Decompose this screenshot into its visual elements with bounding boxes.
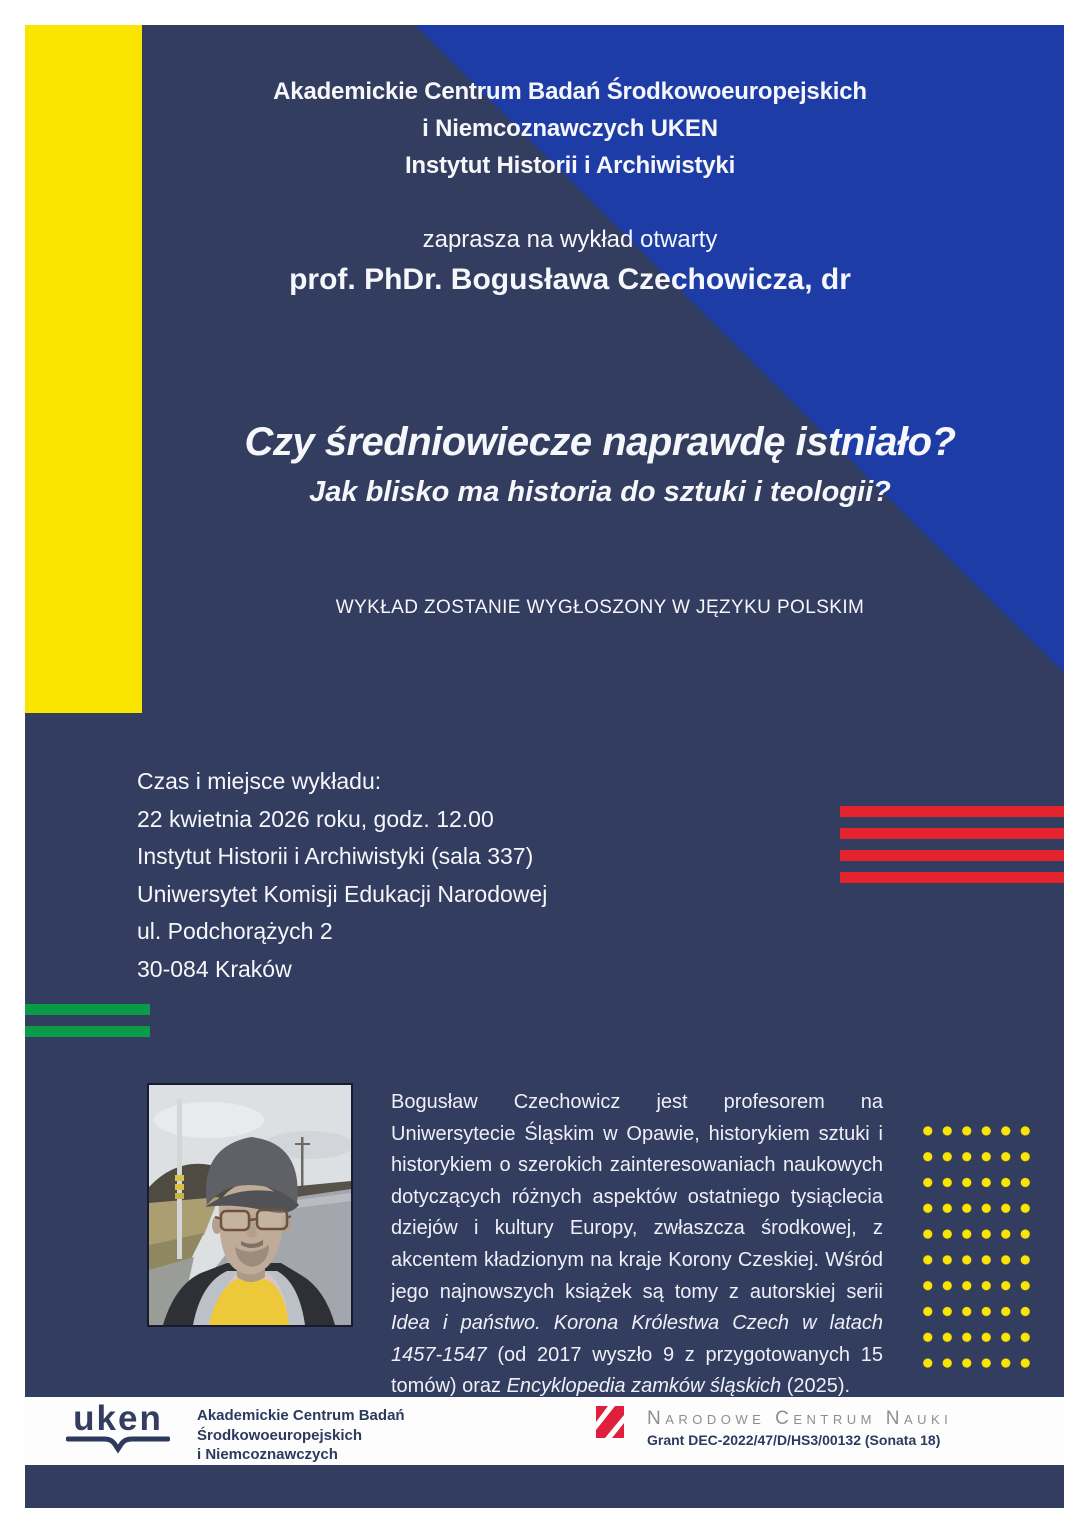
details-line: Instytut Historii i Archiwistyki (sala 337)	[137, 843, 534, 869]
details-line: 30-084 Kraków	[137, 955, 292, 982]
uken-book-icon	[66, 1436, 170, 1454]
details-line: 22 kwietnia 2026 roku, godz. 12.00	[137, 805, 494, 832]
institution-header	[76, 73, 1064, 184]
speaker-name: prof. PhDr. Bogusława Czechowicza, dr	[289, 263, 851, 296]
uken-center-line: i Niemcoznawczych	[197, 1446, 338, 1463]
red-stripes-accent	[840, 806, 1064, 883]
uken-center-line: Akademickie Centrum Badań	[197, 1407, 405, 1424]
uken-center-name	[197, 1406, 427, 1465]
lecture-poster	[25, 25, 1064, 1508]
speaker-photo	[147, 1083, 353, 1327]
details-heading: Czas i miejsce wykładu:	[137, 768, 382, 794]
lecture-subtitle: Jak blisko ma historia do sztuki i teologii?	[309, 476, 891, 508]
green-stripes-accent	[25, 1004, 150, 1037]
ncn-name: Narodowe Centrum Nauki	[647, 1408, 953, 1429]
invitation-block	[76, 221, 1064, 301]
uken-logo-wordmark: uken	[73, 1399, 163, 1438]
institution-line-1: Akademickie Centrum Badań Środkowoeuropejskich	[273, 78, 867, 105]
yellow-dots-pattern	[918, 1118, 1035, 1376]
lecture-details	[137, 763, 737, 988]
ncn-logo	[595, 1406, 625, 1438]
details-line: Uniwersytet Komisji Edukacji Narodowej	[137, 880, 548, 907]
uken-logo	[63, 1399, 173, 1454]
lecture-title-block	[136, 418, 1064, 510]
uken-center-line: Środkowoeuropejskich	[197, 1426, 363, 1444]
details-line: ul. Podchorążych 2	[137, 918, 333, 944]
lecture-title: Czy średniowiecze naprawdę istniało?	[244, 420, 956, 464]
invitation-intro: zaprasza na wykład otwarty	[422, 226, 718, 253]
grant-number: Grant DEC-2022/47/D/HS3/00132 (Sonata 18)	[647, 1432, 941, 1448]
bio-text: Bogusław Czechowicz jest profesorem na Uniwersytecie Śląskim w Opawie, historykiem sztuki i historykiem o szerokich zainteresowaniach naukowych dotyczących różnych aspektów ostatniego tysiąclecia dziejów i kultury Europy, zwłaszcza środkowej, z akcentem kładzionym na kraje Korony Czeskiej. Wśród jego najnowszych książek są tomy z autorskiej serii Idea i państwo. Korona Królestwa Czech w latach 1457-1547 (od 2017 wyszło 9 z przygotowanych 15 tomów) oraz Encyklopedia zamków śląskich (2025).	[391, 1091, 883, 1398]
footer-bottom-bar	[25, 1465, 1064, 1508]
institution-line-2: i Niemcoznawczych UKEN	[422, 115, 718, 142]
institution-line-3: Instytut Historii i Archiwistyki	[404, 152, 736, 179]
language-note: WYKŁAD ZOSTANIE WYGŁOSZONY W JĘZYKU POLSKIM	[335, 597, 865, 618]
speaker-photo-image	[149, 1085, 351, 1325]
